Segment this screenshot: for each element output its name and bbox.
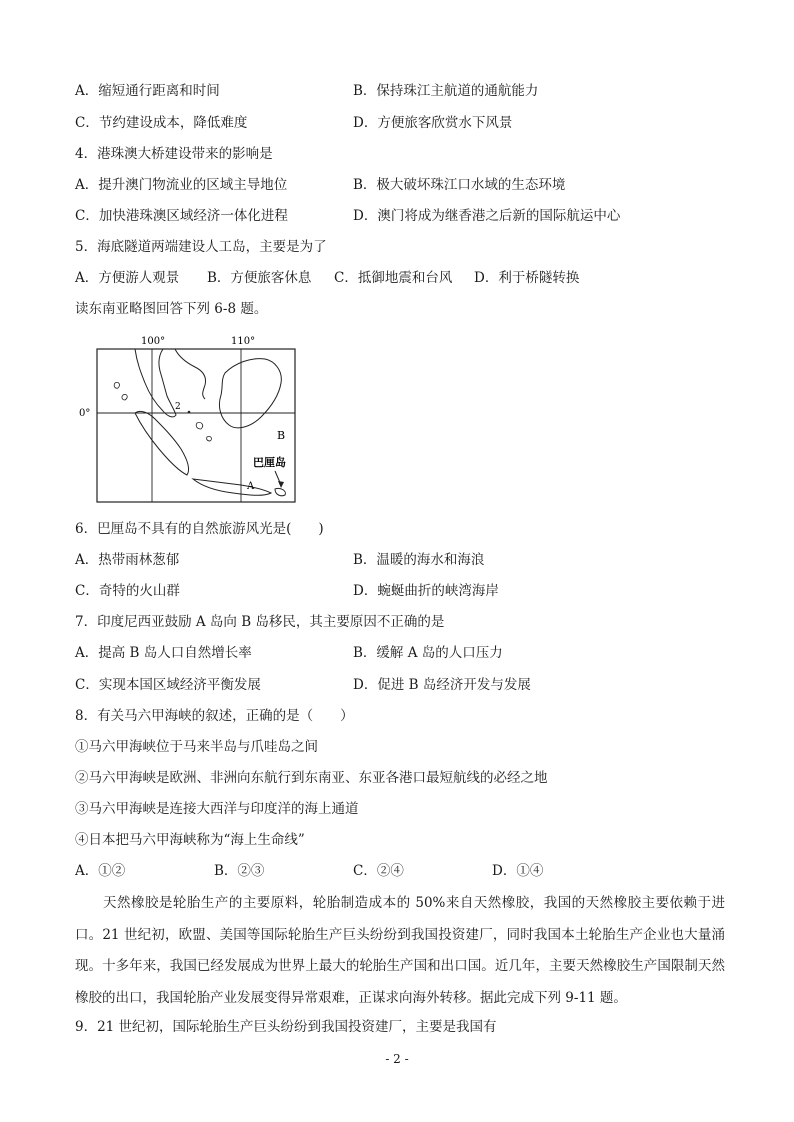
q6-option-c: C．奇特的火山群 [75, 583, 180, 599]
indochina-coast [175, 349, 206, 399]
q5-option-d: D．利于桥隧转换 [474, 270, 580, 286]
lat-0-label: 0° [79, 408, 91, 419]
intro-6-8: 读东南亚略图回答下列 6-8 题。 [75, 301, 268, 317]
southeast-asia-map [75, 333, 305, 508]
q4-option-a: A．提升澳门物流业的区域主导地位 [75, 177, 288, 193]
q5-option-b: B．方便旅客休息 [207, 270, 312, 286]
q4-option-c: C．加快港珠澳区域经济一体化进程 [75, 208, 288, 224]
q6-option-b: B．温暖的海水和海浪 [353, 552, 485, 568]
q6-option-a: A．热带雨林葱郁 [75, 552, 180, 568]
q8-option-b: B．②③ [214, 863, 265, 879]
q7-stem: 7．印度尼西亚鼓励 A 岛向 B 岛移民，其主要原因不正确的是 [75, 614, 445, 630]
lon-100-label: 100° [141, 336, 166, 347]
page-number: - 2 - [385, 1052, 409, 1066]
borneo-island [219, 359, 281, 428]
label-2: 2 [175, 402, 181, 412]
q5-option-c: C．抵御地震和台风 [334, 270, 453, 286]
q8-statement-4: ④日本把马六甲海峡称为“海上生命线” [75, 832, 305, 848]
q8-stem: 8．有关马六甲海峡的叙述，正确的是（ ） [75, 708, 354, 724]
q7-option-c: C．实现本国区域经济平衡发展 [75, 677, 261, 693]
q7-option-b: B．缓解 A 岛的人口压力 [353, 645, 503, 661]
q5-option-a: A．方便游人观景 [75, 270, 180, 286]
lon-110-label: 110° [231, 336, 256, 347]
q8-statement-3: ③马六甲海峡是连接大西洋与印度洋的海上通道 [75, 801, 359, 817]
q4-option-b: B．极大破坏珠江口水域的生态环境 [353, 177, 566, 193]
q6-option-d: D．蜿蜒曲折的峡湾海岸 [353, 583, 499, 599]
q8-statement-2: ②马六甲海峡是欧洲、非洲向东航行到东南亚、东亚各港口最短航线的必经之地 [75, 770, 548, 786]
label-island-b: B [277, 429, 286, 442]
small-island [207, 436, 212, 441]
malay-peninsula-coast [135, 349, 176, 417]
q3-option-d: D．方便旅客欣赏水下风景 [353, 115, 513, 131]
q8-statement-1: ①马六甲海峡位于马来半岛与爪哇岛之间 [75, 739, 318, 755]
q4-stem: 4．港珠澳大桥建设带来的影响是 [75, 146, 273, 162]
q3-option-a: A．缩短通行距离和时间 [75, 83, 220, 99]
label-bali: 巴厘岛 [253, 456, 286, 469]
q6-stem: 6．巴厘岛不具有的自然旅游风光是( ) [75, 521, 324, 537]
small-island [196, 422, 202, 429]
label-island-a: A [247, 481, 255, 492]
q8-option-c: C．②④ [353, 863, 404, 879]
q7-option-a: A．提高 B 岛人口自然增长率 [75, 645, 252, 661]
bali-island [275, 488, 285, 495]
q8-option-a: A．①② [75, 863, 126, 879]
sumatra-island [135, 411, 189, 475]
java-island [193, 479, 271, 495]
q8-option-d: D．①④ [492, 863, 544, 879]
q7-option-d: D．促进 B 岛经济开发与发展 [353, 677, 531, 693]
q5-stem: 5．海底隧道两端建设人工岛，主要是为了 [75, 239, 327, 255]
passage-9-11: 天然橡胶是轮胎生产的主要原料，轮胎制造成本的 50%来自天然橡胶，我国的天然橡胶主要依赖于进口。21 世纪初，欧盟、美国等国际轮胎生产巨头纷纷到我国投资建厂，同时我国本土轮胎生产企业也大量涌现。十多年来，我国已经发展成为世界上最大的轮胎生产国和出口国。近几年，主要天然橡胶生产国限制天然橡胶的出口，我国轮胎产业发展变得异常艰难，正谋求向海外转移。据此完成下列 9-11 题。 [75, 895, 725, 1006]
bali-pointer-arrowhead [278, 481, 284, 488]
small-island [122, 394, 127, 400]
q3-option-c: C．节约建设成本，降低难度 [75, 115, 248, 131]
q3-option-b: B．保持珠江主航道的通航能力 [353, 83, 539, 99]
q4-option-d: D．澳门将成为继香港之后新的国际航运中心 [353, 208, 621, 224]
small-island [114, 382, 119, 388]
q9-stem: 9．21 世纪初，国际轮胎生产巨头纷纷到我国投资建厂，主要是我国有 [75, 1019, 497, 1035]
location-dot [188, 411, 191, 414]
